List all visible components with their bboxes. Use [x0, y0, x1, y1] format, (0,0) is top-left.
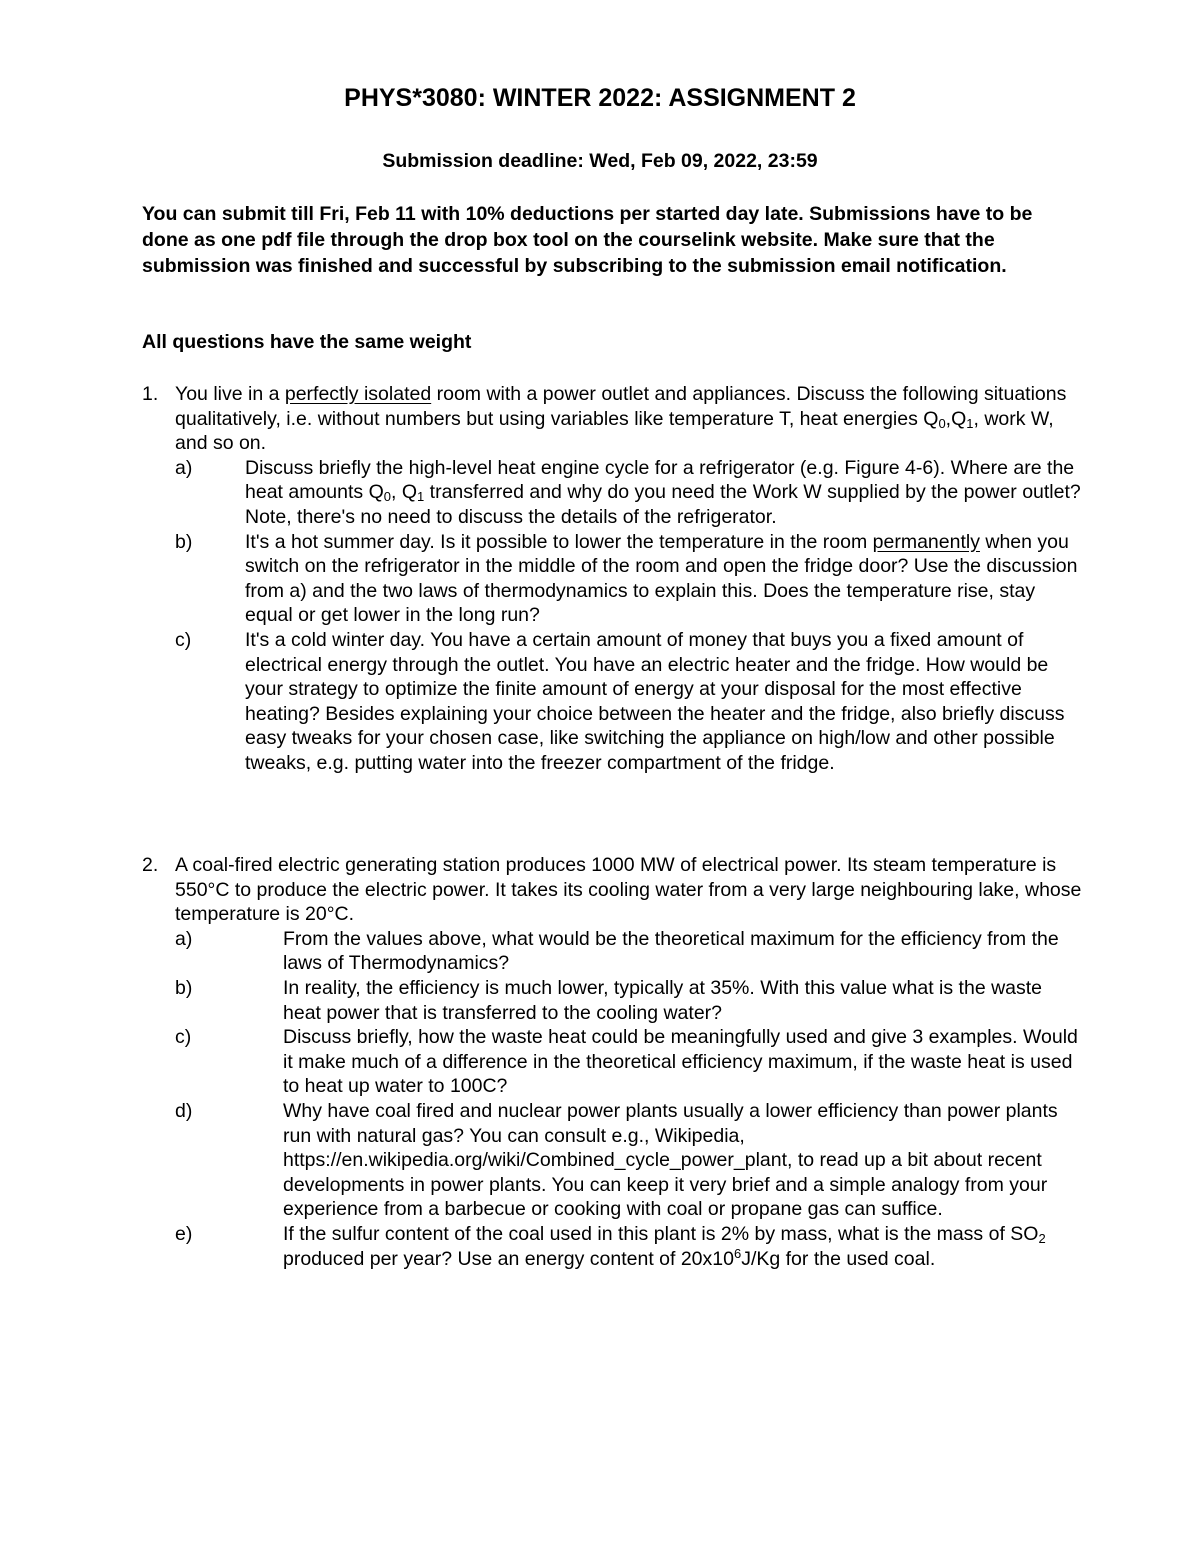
part-label: a)	[175, 927, 193, 950]
part-text: In reality, the efficiency is much lower, typically at 35%. With this value what is the waste heat power that is transferred to the cooling water?	[283, 976, 1043, 1024]
part-text: It's a hot summer day. Is it possible to lower the temperature in the room permanently when you switch on the refrigerator in the middle of the room and open the fridge door? Use the discussion from a) and the two laws of thermodynamics to explain this. Does the temperature rise, stay equal or get lower in the long run?	[245, 530, 1078, 627]
part-a	[175, 927, 1082, 976]
part-c	[175, 1025, 1082, 1099]
part-label: d)	[175, 1099, 193, 1122]
part-label: b)	[175, 976, 193, 999]
question-number: 1.	[142, 383, 159, 405]
part-b	[175, 530, 1082, 628]
part-label: b)	[175, 530, 193, 553]
weight-note: All questions have the same weight	[142, 331, 472, 353]
question-1-parts	[142, 456, 1082, 776]
question-number: 2.	[142, 854, 159, 876]
underlined-phrase: perfectly isolated	[284, 383, 432, 405]
part-text: Discuss briefly the high-level heat engine cycle for a refrigerator (e.g. Figure 4-6). Where are the heat amounts $Q_0$, $Q_1$ transferred and why do you need the Work W supplied by the power outlet? Note, there's no need to discuss the details of the refrigerator.	[245, 456, 1081, 528]
underlined-phrase: permanently	[872, 530, 980, 553]
part-text: From the values above, what would be the theoretical maximum for the efficiency from the laws of Thermodynamics?	[283, 927, 1059, 975]
part-text: Discuss briefly, how the waste heat could be meaningfully used and give 3 examples. Would it make much of a difference in the theoretical efficiency maximum, if the waste heat is used to heat up water to 100C?	[283, 1026, 1078, 1098]
part-text: Why have coal fired and nuclear power plants usually a lower efficiency than power plants run with natural gas? You can consult e.g., Wikipedia, https://en.wikipedia.org/wiki/Combined_cycle_power_plant, to read up a bit about recent developments in power plants. You can keep it very brief and a simple analogy from your experience from a barbecue or cooking with coal or propane gas can suffice.	[283, 1099, 1058, 1221]
part-b	[175, 976, 1082, 1025]
part-e	[175, 1222, 1082, 1271]
part-text: If the sulfur content of the coal used in this plant is 2% by mass, what is the mass of $SO_2$ produced per year? Use an energy content of $20x10^6J/Kg$ for the used coal.	[283, 1222, 1046, 1270]
part-text: It's a cold winter day. You have a certain amount of money that buys you a fixed amount of electrical energy through the outlet. You have an electric heater and the fridge. How would be your strategy to optimize the finite amount of energy at your disposal for the most effective heating? Besides explaining your choice between the heater and the fridge, also briefly discuss easy tweaks for your chosen case, like switching the appliance on high/low and other possible tweaks, e.g. putting water into the freezer compartment of the fridge.	[245, 628, 1065, 774]
part-label: a)	[175, 456, 193, 479]
part-d	[175, 1099, 1082, 1222]
part-label: e)	[175, 1222, 193, 1245]
question-1-stem	[142, 382, 1082, 456]
question-text: You live in a perfectly isolated room with a power outlet and appliances. Discuss the following situations qualitatively, i.e. without numbers but using variables like temperature T, heat energies $Q_0,Q_1$, work W, and so on.	[175, 383, 1067, 455]
question-1	[142, 382, 1082, 776]
question-2-stem	[142, 853, 1082, 927]
page-title: PHYS*3080: WINTER 2022: ASSIGNMENT 2	[344, 84, 856, 112]
part-label: c)	[175, 1026, 192, 1049]
submission-notice: You can submit till Fri, Feb 11 with 10% deductions per started day late. Submissions have to be done as one pdf file through the drop box tool on the courselink website. Make sure that the submission was finished and successful by subscribing to the submission email notification.	[142, 203, 1033, 277]
part-a	[175, 456, 1082, 530]
part-c	[175, 628, 1082, 776]
part-label: c)	[175, 628, 192, 651]
question-2-parts	[142, 927, 1082, 1271]
question-text: A coal-fired electric generating station produces 1000 MW of electrical power. Its steam temperature is 550°C to produce the electric power. It takes its cooling water from a very large neighbouring lake, whose temperature is 20°C.	[175, 854, 1082, 926]
question-2	[142, 853, 1082, 1271]
submission-deadline: Submission deadline: Wed, Feb 09, 2022, 23:59	[382, 150, 818, 172]
